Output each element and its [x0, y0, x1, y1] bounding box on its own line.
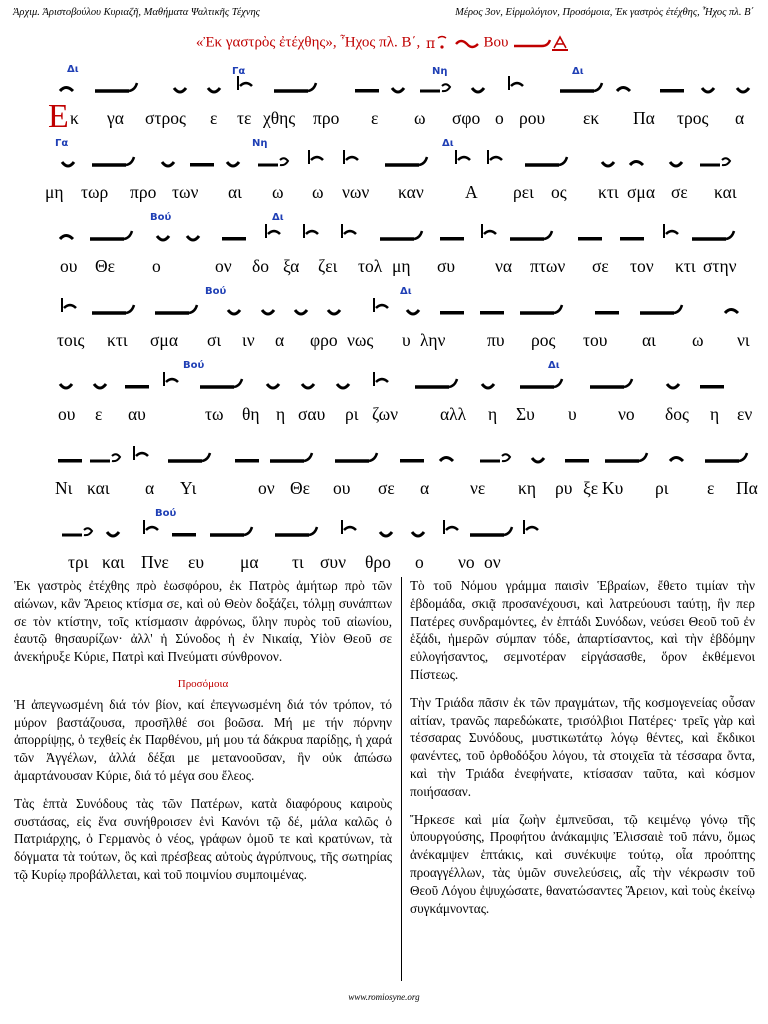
lyric-syllable: προ [130, 182, 157, 202]
lyric-syllable: ω [414, 108, 426, 128]
lyric-syllable: να [495, 256, 513, 276]
lyric-syllable: ε [210, 108, 218, 128]
lyric-syllable: μα [240, 552, 259, 572]
lyric-syllable: Πα [633, 108, 655, 128]
lyric-syllable: ε [371, 108, 379, 128]
lyric-syllable: σφο [452, 108, 481, 128]
lyric-syllable: του [583, 330, 608, 350]
lyric-syllable: νως [347, 330, 374, 350]
lyric-syllable: σε [671, 182, 688, 202]
martyria-di: Δι [548, 360, 560, 371]
lyric-syllable: προ [313, 108, 340, 128]
lyric-syllable: εν [737, 404, 753, 424]
neume-row [0, 506, 768, 552]
neume-glyphs [0, 62, 768, 108]
lyric-syllable: θη [242, 404, 260, 424]
prosomoion-text: Τὴν Τριάδα πᾶσιν ἐκ τῶν πραγμάτων, τῆς κοσμογενείας οὖσαν αἰτίαν, τρανῶς παρεδώκατε, τρισόλβιοι Πατέρες· τρεῖς γὰρ καὶ τέσσαρας Συνόδους, μυστικωτάτῳ λόγῳ θέντες, καὶ ἔκδικοι φανέντες, τοῦ ὀρθοδόξου λόγου, τὰ στοιχεῖα τὰ τέσσαρα ὄντα, καὶ τὴν Τριάδα ἐνεφήνατε, κτίσασαν ταῦτα, καὶ κόσμον ποιήσασαν. [410, 694, 755, 799]
lyric-syllable: ζει [318, 256, 338, 276]
lyric-syllable: υ [402, 330, 411, 350]
lyric-syllable: εκ [583, 108, 600, 128]
lyric-syllable: τρος [677, 108, 709, 128]
martyria-di: Δι [400, 286, 412, 297]
lyric-syllable: α [145, 478, 155, 498]
lyric-syllable: συν [320, 552, 347, 572]
lyric-syllable: ου [333, 478, 351, 498]
right-text-column [410, 577, 755, 927]
lyric-syllable: σαυ [298, 404, 326, 424]
lyric-syllable: δο [252, 256, 269, 276]
lyrics-row-4 [0, 330, 768, 356]
lyric-syllable: μη [45, 182, 64, 202]
lyric-syllable: κ [70, 108, 79, 128]
lyrics-row-7 [0, 552, 768, 578]
neume-row [0, 136, 768, 182]
lyrics-row-6 [0, 478, 768, 504]
lyric-syllable: ξα [283, 256, 300, 276]
lyric-syllable: ου [60, 256, 78, 276]
martyria-ga: Γα [55, 138, 69, 149]
lyric-syllable: νων [342, 182, 370, 202]
neume-glyphs [0, 506, 768, 552]
lyric-syllable: α [735, 108, 745, 128]
lyric-syllable: συ [437, 256, 456, 276]
prosomoion-text: Τὸ τοῦ Νόμου γράμμα παισὶν Ἑβραίων, ἔθετο τιμίαν τὴν ἑβδομάδα, σκιᾷ προσανέχουσι, καὶ λατρεύουσι ταύτῃ, ἣν περ Πατέρες συνδραμόντες, ἐν ἑπτάδι Συνόδων, νεύσει Θεοῦ τοῦ ἐν ἑξάδι, ἡμερῶν σύμπαν τόδε, ἀπαρτίσαντος, καὶ τὴν ἑβδόμην εὐλογήσαντος, σεμνοτέραν εἰργάσασθε, ὅρον ἐκθέμενοι Πίστεως. [410, 578, 755, 682]
lyric-syllable: ε [707, 478, 715, 498]
lyric-syllable: στρος [145, 108, 186, 128]
lyric-syllable: ο [152, 256, 161, 276]
lyric-syllable: ω [692, 330, 704, 350]
lyric-syllable: καν [398, 182, 424, 202]
lyric-syllable: η [488, 404, 498, 424]
svg-text:π: π [425, 36, 436, 52]
lyrics-row-1 [0, 98, 768, 135]
martyria-di: Δι [442, 138, 454, 149]
lyric-syllable: λην [420, 330, 446, 350]
neume-row [0, 358, 768, 404]
lyric-syllable: τε [237, 108, 252, 128]
lyric-syllable: ευ [188, 552, 205, 572]
lyric-syllable: ω [312, 182, 324, 202]
lyric-syllable: Θε [95, 256, 115, 276]
lyric-syllable: ε [95, 404, 103, 424]
lyric-syllable: σμα [150, 330, 178, 350]
martyria-di: Δι [572, 66, 584, 77]
lyric-syllable: τωρ [81, 182, 109, 202]
lyric-syllable: τω [205, 404, 224, 424]
neume-row [0, 62, 768, 108]
lyric-syllable: ο [415, 552, 424, 572]
lyric-syllable: δος [665, 404, 689, 424]
lyric-syllable: Κυ [602, 478, 624, 498]
lyric-syllable: αλλ [440, 404, 467, 424]
lyric-initial: Ε [48, 98, 69, 135]
lyric-syllable: Α [465, 182, 478, 202]
lyric-syllable: θρο [365, 552, 391, 572]
lyric-syllable: αυ [128, 404, 146, 424]
footer-url: www.romiosyne.org [348, 992, 420, 1002]
lyric-syllable: σι [207, 330, 222, 350]
prosomoion-text: Ἡ ἀπεγνωσμένη διά τόν βίον, καί ἐπεγνωσμένη διά τόν τρόπον, τό μύρον βαστάζουσα, προσῆλθέ σοι βοῶσα. Μή με τήν πόρνην ἀπορρίψῃς, ὁ τεχθείς ἐκ Παρθένου, μή μου τά δάκρυα παρίδῃς, ἡ χαρά τῶν Ἀγγέλων, ἀλλά δέξαι με μετανοοῦσαν, ἣν οὐκ ἀπώσω ἁμαρτάνουσαν Κύριε, διά τό μέγα σου ἔλεος. [14, 696, 392, 783]
martyria-di: Δι [67, 64, 79, 75]
lyric-syllable: φρο [310, 330, 338, 350]
lyric-syllable: ω [272, 182, 284, 202]
fthora-sign-icon [512, 34, 572, 52]
lyric-syllable: σε [378, 478, 395, 498]
lyric-syllable: κτι [107, 330, 128, 350]
lyric-syllable: ζων [372, 404, 399, 424]
lyric-syllable: ον [258, 478, 275, 498]
neume-glyphs [0, 210, 768, 256]
lyric-syllable: αι [642, 330, 656, 350]
martyria-bou: Βού [150, 212, 172, 223]
lyric-syllable: υ [568, 404, 577, 424]
lyric-syllable: Συ [516, 404, 535, 424]
hymn-text: Ἐκ γαστρὸς ἐτέχθης πρὸ ἑωσφόρου, ἐκ Πατρὸς ἀμήτωρ πρὸ τῶν αἰώνων, κἂν Ἄρειος κτίσμα σε, καὶ οὐ Θεὸν δοξάζει, τόλμῃ συνάπτων σε τὸν κτίστην, τοῖς κτίσμασιν ἀφρόνως, ὕλην πυρὸς τοῦ αἰωνίου, ἑαυτῷ θησαυρίζων· ἀλλ' ἡ Σύνοδος ἡ ἐν Νικαίᾳ, Υἱὸν Θεοῦ σε ἀνεκήρυξε Κύριε, Πατρὶ καὶ Πνεύματι σύνθρονον. [14, 578, 392, 665]
lyric-syllable: τολ [358, 256, 383, 276]
lyric-syllable: των [172, 182, 199, 202]
lyric-syllable: ρι [655, 478, 669, 498]
lyric-syllable: Υι [180, 478, 197, 498]
lyric-syllable: ον [215, 256, 232, 276]
martyria-di: Δι [272, 212, 284, 223]
neume-glyphs [0, 136, 768, 182]
left-text-column [14, 577, 392, 894]
neume-row [0, 210, 768, 256]
header-right: Μέρος 3ον, Εἱρμολόγιον, Προσόμοια, Ἐκ γαστρὸς ἐτέχθης, Ἦχος πλ. Β΄ [455, 7, 754, 18]
lyric-syllable: μη [392, 256, 411, 276]
lyric-syllable: σμα [627, 182, 655, 202]
lyric-syllable: η [276, 404, 286, 424]
lyric-syllable: ον [484, 552, 501, 572]
lyric-syllable: νι [737, 330, 750, 350]
lyrics-row-2 [0, 182, 768, 208]
lyric-syllable: στην [703, 256, 737, 276]
lyric-syllable: κη [518, 478, 536, 498]
neume-glyphs [0, 432, 768, 478]
lyric-syllable: ρι [345, 404, 359, 424]
lyric-syllable: ρου [519, 108, 546, 128]
lyric-syllable: ου [58, 404, 76, 424]
lyrics-row-3 [0, 256, 768, 282]
lyric-syllable: ος [551, 182, 567, 202]
lyric-syllable: πτων [530, 256, 566, 276]
lyric-syllable: η [710, 404, 720, 424]
martyria-ni: Νη [252, 138, 268, 149]
mode-sign-icon [424, 34, 450, 52]
lyric-syllable: τι [292, 552, 304, 572]
lyrics-row-5 [0, 404, 768, 430]
hymn-title: «Ἐκ γαστρὸς ἐτέχθης», Ἦχος πλ. Β΄, [195, 34, 421, 51]
lyric-syllable: νο [618, 404, 635, 424]
lyric-syllable: Θε [290, 478, 310, 498]
neume-glyphs [0, 284, 768, 330]
martyria-ni: Νη [432, 66, 448, 77]
neume-sign-icon [454, 36, 480, 50]
column-divider [401, 577, 402, 981]
lyric-syllable: γα [107, 108, 124, 128]
lyric-syllable: ο [495, 108, 504, 128]
lyric-syllable: ρος [531, 330, 556, 350]
lyric-syllable: αι [228, 182, 242, 202]
lyric-syllable: ξε [583, 478, 599, 498]
neume-row [0, 284, 768, 330]
lyric-syllable: ρει [513, 182, 534, 202]
martyria-ga: Γα [232, 66, 246, 77]
lyric-syllable: νο [458, 552, 475, 572]
lyric-syllable: και [714, 182, 737, 202]
lyric-syllable: α [275, 330, 285, 350]
lyric-syllable: ρυ [555, 478, 573, 498]
martyria-bou: Βού [183, 360, 205, 371]
hymn-subtitle [0, 34, 768, 52]
lyric-syllable: Πνε [141, 552, 169, 572]
lyric-syllable: Πα [736, 478, 758, 498]
neume-row [0, 432, 768, 478]
notation-block [0, 62, 768, 572]
neume-glyphs [0, 358, 768, 404]
prosomoion-text: Τὰς ἑπτὰ Συνόδους τὰς τῶν Πατέρων, κατὰ διαφόρους καιροὺς συστάσας, εἰς ἕνα συνήθροισεν ἑνὶ Κανόνι τῷ δέ, μάλα καλῶς ὁ Πατριάρχης, ὁ Γερμανὸς ὁ νέος, γράφων ὁμοῦ τε καὶ κρατύνων, τὰ δόγματα τὰ τούτων, ὃς καὶ πρέσβεας αὐτοὺς ἀγρύπνους, τῆς σωτηρίας τῷ Κυρίῳ προβάλλεται, καὶ τοῦ ποιμνίου συμποιμένας. [14, 795, 392, 882]
lyric-syllable: χθης [263, 108, 296, 128]
lyric-syllable: τον [630, 256, 654, 276]
header-left: Ἀρχιμ. Ἀριστοβούλου Κυριαζῆ, Μαθήματα Ψαλτικῆς Τέχνης [13, 7, 260, 18]
prosomoia-heading: Προσόμοια [177, 677, 229, 690]
lyric-syllable: α [420, 478, 430, 498]
lyric-syllable: πυ [487, 330, 505, 350]
martyria-bou: Βού [155, 508, 177, 519]
martyria-bou: Βού [205, 286, 227, 297]
prosomoion-text: Ἤρκεσε καὶ μία ζωὴν ἐμπνεῦσαι, τῷ κειμένῳ γόνῳ τῆς ὑπουργούσης, Προφήτου ἀνάκαμψις Ἐλισσαιὲ τοῦ πάνυ, ὅμως ἀνέκαμψεν ἑπτάκις, καὶ συνέκυψε τούτῳ, οἷα προόπτης προαγγέλλων, τὰς ὑμῶν συνελεύσεις, αἷς τὴν νέκρωσιν τοῦ Θεοῦ Λόγου ἐψυχώσατε, θανατώσαντες Ἄρειον, καὶ τοὺς ἐκείνῳ συγκάμνοντας. [410, 811, 755, 916]
lyric-syllable: τρι [68, 552, 89, 572]
lyric-syllable: Νι [55, 478, 73, 498]
lyric-syllable: σε [592, 256, 609, 276]
lyric-syllable: τοις [57, 330, 85, 350]
lyric-syllable: ιν [242, 330, 255, 350]
lyric-syllable: και [102, 552, 125, 572]
lyric-syllable: κτι [598, 182, 619, 202]
lyric-syllable: κτι [675, 256, 696, 276]
hymn-syllable: Βου [483, 34, 509, 51]
lyric-syllable: νε [470, 478, 486, 498]
lyric-syllable: και [87, 478, 110, 498]
